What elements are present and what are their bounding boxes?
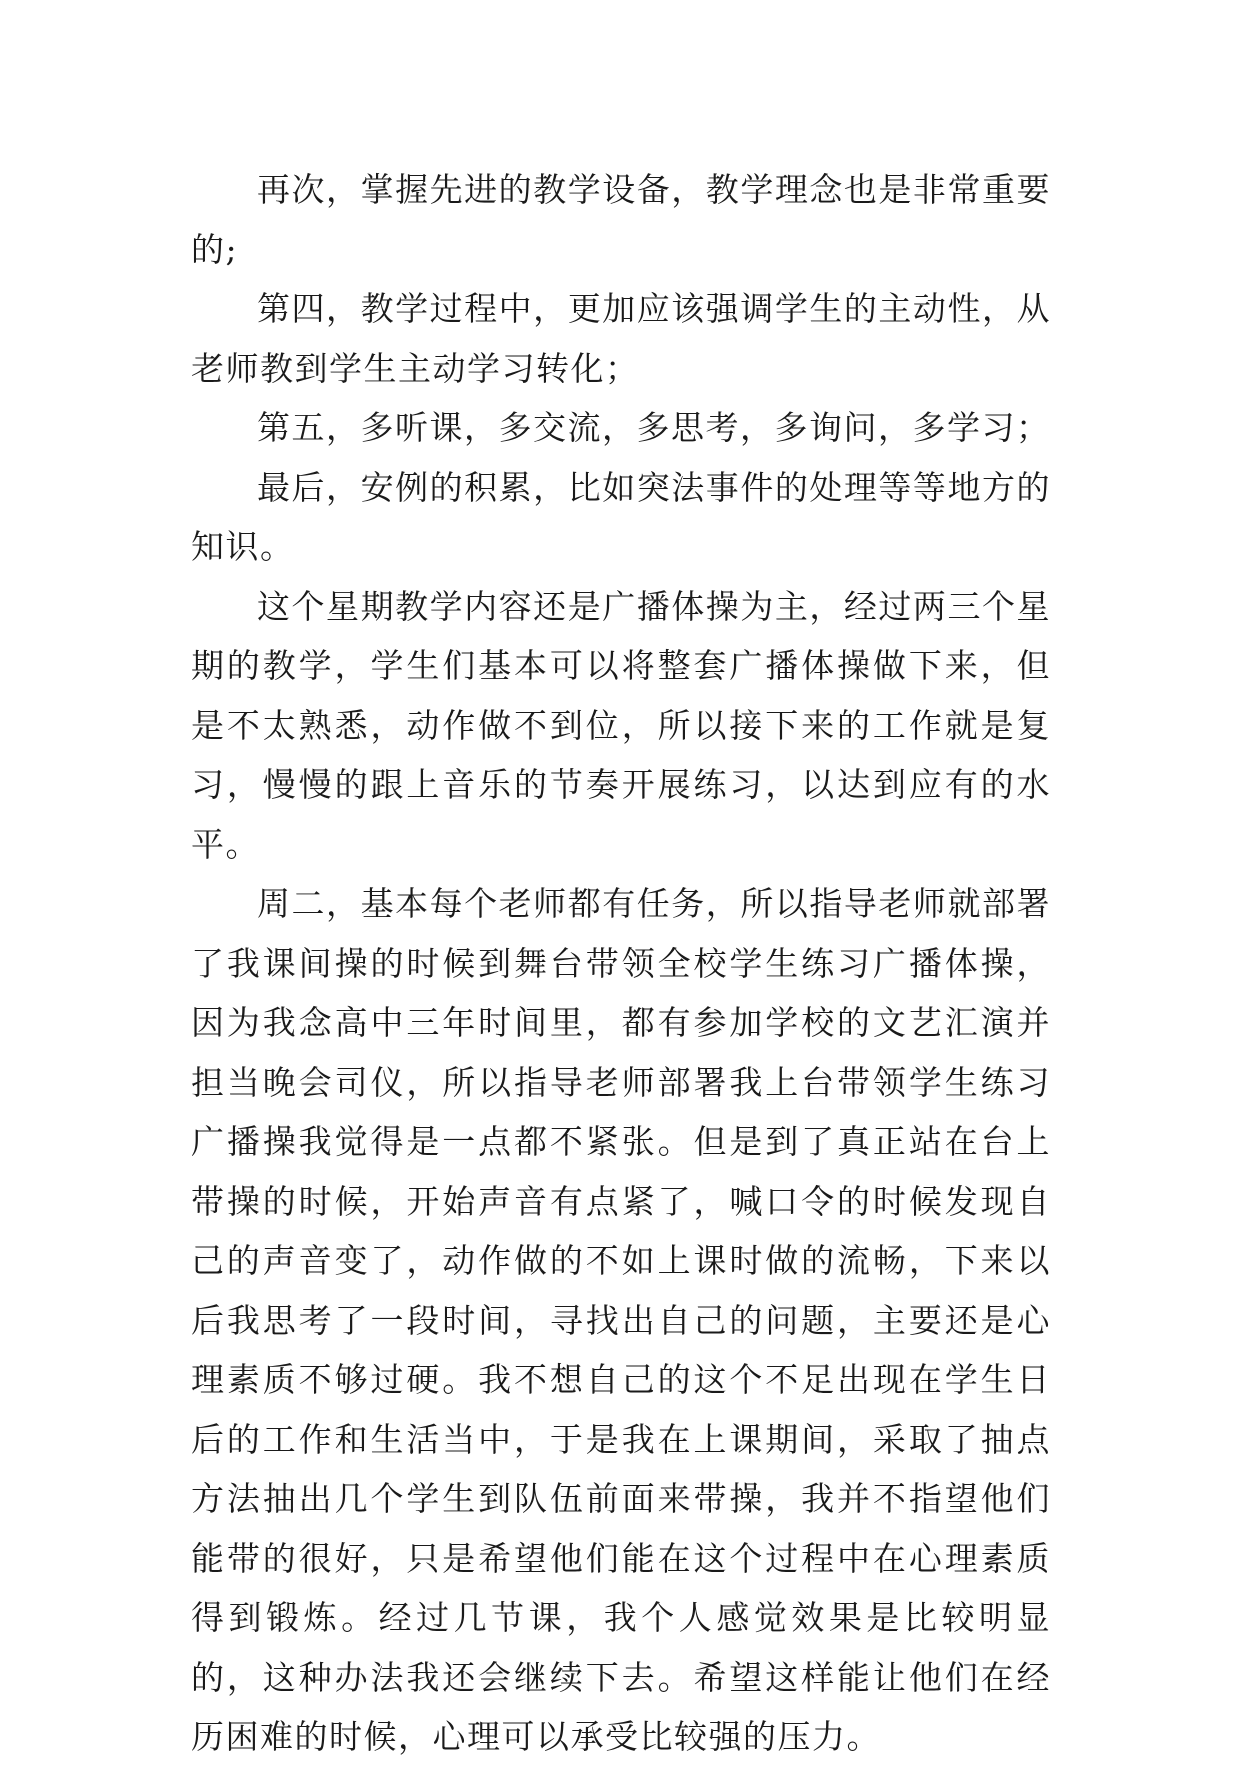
paragraph-fifth: 第五，多听课，多交流，多思考，多询问，多学习； bbox=[257, 408, 1051, 447]
paragraph-tuesday: 周二，基本每个老师都有任务，所以指导老师就部署了我课间操的时候到舞台带领全校学生练习广播体操，因为我念高中三年时间里，都有参加学校的文艺汇演并担当晚会司仪，所以指导老师部署我上台带领学生练习广播操我觉得是一点都不紧张。但是到了真正站在台上带操的时候，开始声音有点紧了，喊口令的时候发现自己的声音变了，动作做的不如上课时做的流畅，下来以后我思考了一段时间，寻找出自己的问题，主要还是心理素质不够过硬。我不想自己的这个不足出现在学生日后的工作和生活当中，于是我在上课期间，采取了抽点方法抽出几个学生到队伍前面来带操，我并不指望他们能带的很好，只是希望他们能在这个过程中在心理素质得到锻炼。经过几节课，我个人感觉效果是比较明显的，这种办法我还会继续下去。希望这样能让他们在经历困难的时候，心理可以承受比较强的压力。 bbox=[191, 884, 1051, 1756]
paragraph-finally: 最后，安例的积累，比如突法事件的处理等等地方的知识。 bbox=[191, 467, 1051, 566]
paragraph-equipment: 再次，掌握先进的教学设备，教学理念也是非常重要的; bbox=[191, 170, 1051, 269]
paragraph-weekly-content: 这个星期教学内容还是广播体操为主，经过两三个星期的教学，学生们基本可以将整套广播体操做下来，但是不太熟悉，动作做不到位，所以接下来的工作就是复习，慢慢的跟上音乐的节奏开展练习，以达到应有的水平。 bbox=[191, 586, 1051, 864]
paragraph-fourth: 第四，教学过程中，更加应该强调学生的主动性，从老师教到学生主动学习转化； bbox=[191, 289, 1051, 388]
document-page bbox=[191, 160, 1051, 1767]
